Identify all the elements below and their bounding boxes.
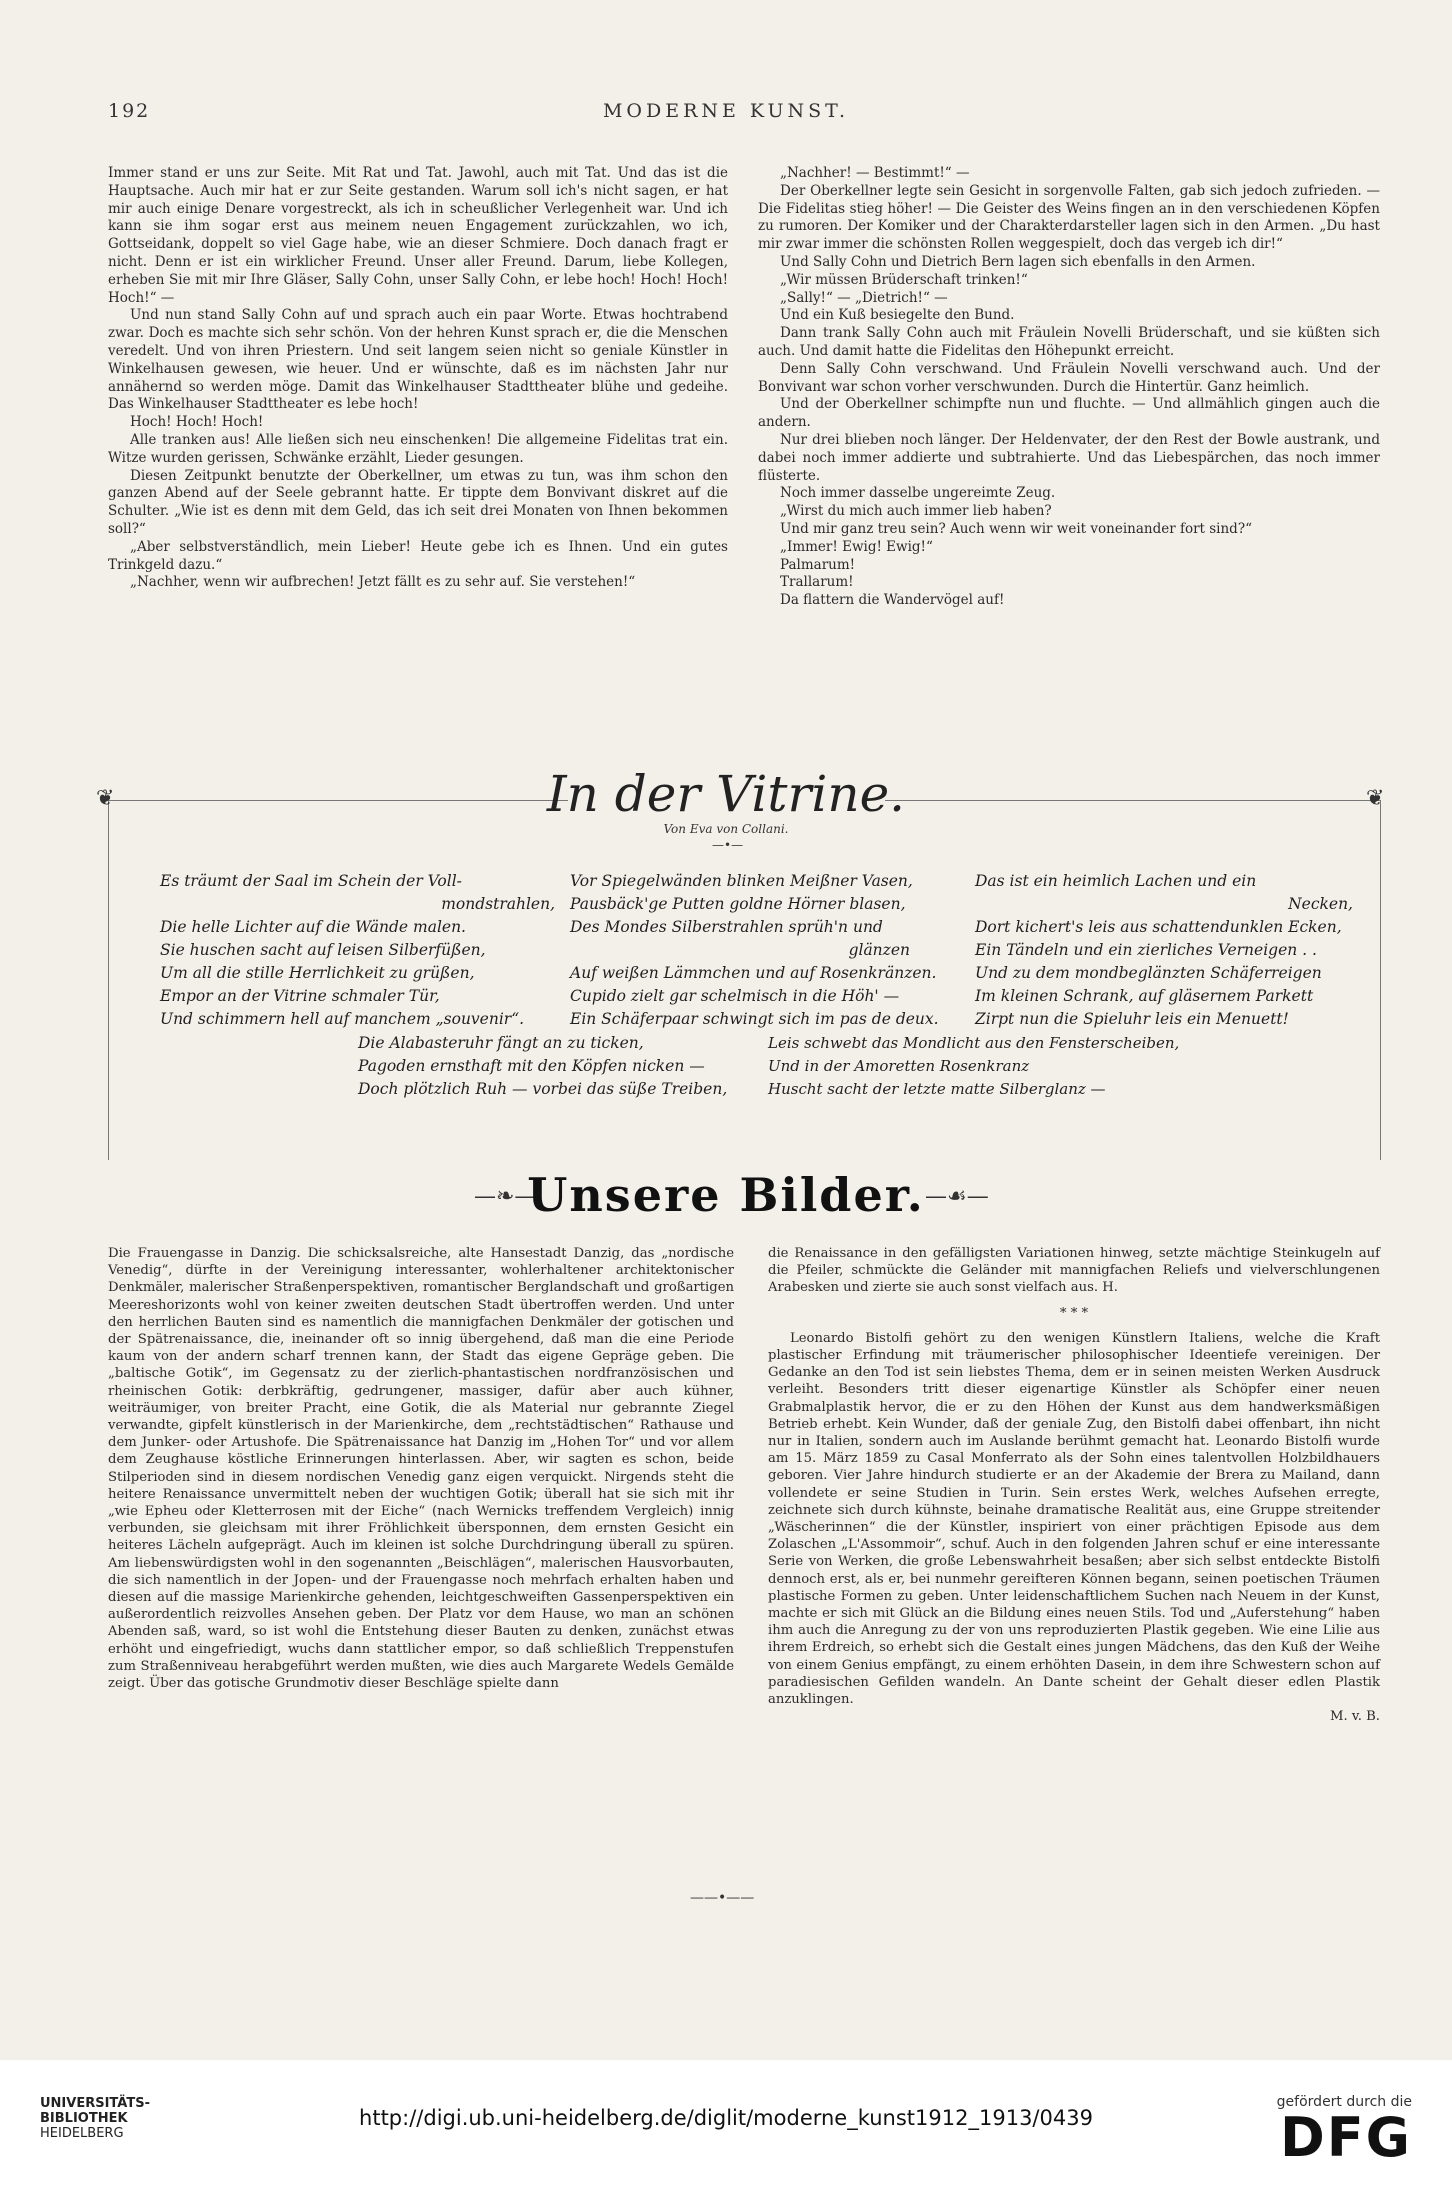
- page-number: 192: [108, 100, 151, 122]
- poem-line: Und schimmern hell auf manchem „souvenir“.: [160, 1010, 525, 1028]
- paragraph: Hoch! Hoch! Hoch!: [130, 414, 264, 431]
- end-ornament: ——•——: [690, 1890, 755, 1906]
- poem-line: Die Alabasteruhr fängt an zu ticken,: [358, 1034, 644, 1052]
- poem-line: glänzen: [848, 941, 910, 959]
- poem-column-1: [160, 870, 555, 1031]
- poem-line: Empor an der Vitrine schmaler Tür,: [160, 987, 440, 1005]
- poem-column-3: [975, 870, 1353, 1031]
- paragraph: Palmarum!: [780, 556, 856, 573]
- poem-line: Das ist ein heimlich Lachen und ein: [975, 872, 1257, 890]
- story-right-column: [758, 165, 1380, 610]
- paragraph: Trallarum!: [780, 574, 854, 591]
- paragraph: Dann trank Sally Cohn auch mit Fräulein Novelli Brüderschaft, und sie küßten sich auch. Und damit hatte die Fidelitas den Höhepunkt erreicht.: [758, 325, 1380, 359]
- logo-text: HEIDELBERG: [40, 2126, 124, 2141]
- dfg-sponsor: [1276, 2094, 1412, 2169]
- poem-line: Zirpt nun die Spieluhr leis ein Menuett!: [975, 1010, 1289, 1028]
- poem-line: Sie huschen sacht auf leisen Silberfüßen,: [160, 941, 486, 959]
- paragraph: „Immer! Ewig! Ewig!“: [780, 538, 933, 555]
- running-title: MODERNE KUNST.: [602, 100, 850, 122]
- paragraph: Alle tranken aus! Alle ließen sich neu einschenken! Die allgemeine Fidelitas trat ein. Witze wurden gerissen, Schwänke erzählt, Lieder gesungen.: [108, 431, 728, 466]
- poem-title: In der Vitrine.: [546, 765, 906, 823]
- poem-line: Und in der Amoretten Rosenkranz: [768, 1057, 1030, 1075]
- poem-line: Es träumt der Saal im Schein der Voll-: [160, 872, 462, 890]
- paragraph: Und mir ganz treu sein? Auch wenn wir weit voneinander fort sind?“: [780, 520, 1252, 537]
- poem-line: Ein Schäferpaar schwingt sich im pas de deux.: [570, 1010, 939, 1028]
- poem-line: mondstrahlen,: [441, 895, 555, 913]
- paragraph: „Sally!“ — „Dietrich!“ —: [780, 289, 948, 306]
- author-initials: M. v. B.: [1329, 1709, 1380, 1725]
- poem-line: Dort kichert's leis aus schattendunklen Ecken,: [975, 918, 1342, 936]
- poem-line: Auf weißen Lämmchen und auf Rosenkränzen.: [570, 964, 937, 982]
- poem-line: Ein Tändeln und ein zierliches Verneigen . .: [975, 941, 1317, 959]
- poem-column-4: [358, 1032, 748, 1101]
- poem-line: Pausbäck'ge Putten goldne Hörner blasen,: [570, 895, 906, 913]
- paragraph: Nur drei blieben noch länger. Der Heldenvater, der den Rest der Bowle austrank, und dabei noch immer addierte und subtrahierte. Und das Liebespärchen, das noch immer flüsterte.: [758, 431, 1380, 484]
- paragraph: Leonardo Bistolfi gehört zu den wenigen Künstlern Italiens, welche die Kraft plastischer Erfindung mit träumerischer philosophischer Ideentiefe vereinigen. Der Gedanke an den Tod ist sein liebstes Thema, dem er in seinen meisten Werken Ausdruck verleiht. Besonders tritt dieser eigenartige Künstler als Schöpfer einer neuen Grabmalplastik hervor, die er zu den Höhen der Kunst aus dem handwerksmäßigen Betrieb erhebt. Kein Wunder, daß der geniale Zug, den Bistolfi dabei offenbart, ihn nicht nur in Italien, sondern auch im Auslande berühmt gemacht hat. Leonardo Bistolfi wurde am 15. März 1859 zu Casal Monferrato als der Sohn eines talentvollen Holzbildhauers geboren. Vier Jahre hindurch studierte er an der Akademie der Brera zu Mailand, dann vollendete er seine Studien in Turin. Sein erstes Werk, welches Aufsehen erregte, zeichnete sich durch kühnste, beinahe dramatische Realität aus, eine Gruppe streitender „Wäscherinnen“ die der Künstler, inspiriert von einer prächtigen Episode aus dem Zolaschen „L'Assommoir“, schuf. Auch in den folgenden Jahren schuf er eine interessante Serie von Werken, die große Lebenswahrheit besaßen; aber sich selbst entdeckte Bistolfi dennoch erst, als er, bei nunmehr gereifteren Können begann, seinen poetischen Träumen plastische Formen zu geben. Unter leidenschaftlichem Suchen nach Neuem in der Kunst, machte er sich mit Glück an die Bildung eines neuen Stils. Tod und „Auferstehung“ haben ihm auch die Anregung zu der von uns reproduzierten Plastik gegeben. Wie eine Lilie aus ihrem Erdreich, so erhebt sich die Gestalt eines jungen Mädchens, das den Kuß der Weihe von einem Genius empfängt, zu einem erhöhten Dasein, in dem ihre Schwestern schon auf paradiesischen Gefilden wandeln. An Dante scheint der Gehalt dieser edlen Plastik anzuklingen.: [768, 1330, 1380, 1708]
- paragraph: „Wir müssen Brüderschaft trinken!“: [780, 271, 1028, 288]
- poem-line: Necken,: [1288, 895, 1353, 913]
- poem-line: Um all die stille Herrlichkeit zu grüßen,: [160, 964, 475, 982]
- section-right-column: [768, 1245, 1380, 1725]
- poem-line: Pagoden ernsthaft mit den Köpfen nicken —: [358, 1057, 705, 1075]
- paragraph: Da flattern die Wandervögel auf!: [780, 592, 1005, 609]
- logo-text: UNIVERSITÄTS-: [40, 2096, 150, 2111]
- poem-line: Doch plötzlich Ruh — vorbei das süße Treiben,: [358, 1080, 728, 1098]
- frame-rule: [1380, 800, 1381, 1160]
- flourish-ornament: —☙—: [925, 1184, 989, 1209]
- paragraph: Diesen Zeitpunkt benutzte der Oberkellner, um etwas zu tun, was ihm schon den ganzen Abend auf der Seele gebrannt hatte. Er tippte dem Bonvivant diskret auf die Schulter. „Wie ist es denn mit dem Geld, das ich seit drei Monaten von Ihnen bekommen soll?“: [108, 467, 728, 537]
- story-left-column: [108, 165, 728, 592]
- paragraph: Denn Sally Cohn verschwand. Und Fräulein Novelli verschwand auch. Und der Bonvivant war schon vorher verschwunden. Durch die Hintertür. Ganz heimlich.: [758, 360, 1380, 395]
- poem-author: Von Eva von Collani.: [663, 822, 789, 836]
- paragraph: Und Sally Cohn und Dietrich Bern lagen sich ebenfalls in den Armen.: [780, 253, 1256, 270]
- frame-rule: [108, 800, 109, 1160]
- divider-ornament: —•—: [712, 838, 744, 852]
- section-title: Unsere Bilder.: [527, 1168, 925, 1222]
- paragraph: die Renaissance in den gefälligsten Variationen hinweg, setzte mächtige Steinkugeln auf die Pfeiler, schmückte die Geländer mit mannigfachen Reliefs und vielverschlungenen Arabesken und zierte sie auch sonst vielfach aus. H.: [768, 1246, 1380, 1296]
- paragraph: „Wirst du mich auch immer lieb haben?: [780, 503, 1052, 520]
- poem-line: Leis schwebt das Mondlicht aus den Fensterscheiben,: [768, 1034, 1180, 1052]
- paragraph: Die Frauengasse in Danzig. Die schicksalsreiche, alte Hansestadt Danzig, das „nordische Venedig“, dürfte in der Vereinigung interessanter, wohlerhaltener architektonischer Denkmäler, malerischer Straßenperspektiven, romantischer Berglandschaft und großartigen Meereshorizonts wohl von keiner zweiten deutschen Stadt übertroffen werden. Und unter den herrlichen Bauten sind es namentlich die mannigfachen Denkmäler der gotischen und der Spätrenaissance, die, ineinander oft so innig übergehend, daß man die eine Periode kaum von der andern scharf trennen kann, der Stadt das eigene Gepräge geben. Die „baltische Gotik“, im Gegensatz zu der zierlich-phantastischen nordfranzösischen und rheinischen Gotik: derbkräftig, gedrungener, massiger, dafür aber auch kühner, weiträumiger, von breiter Pracht, eine Gotik, die als Material nur gebrannte Ziegel verwandte, gipfelt künstlerisch in der Marienkirche, dem „rechtstädtischen“ Rathause und dem Junker- oder Artushofe. Die Spätrenaissance hat Danzig im „Hohen Tor“ und vor allem dem Zeughause köstliche Erinnerungen hinterlassen. Aber, wir sagten es schon, beide Stilperioden sind in diesem nordischen Venedig ganz eigen verquickt. Nirgends steht die heitere Renaissance unvermittelt neben der wuchtigen Gotik; überall hat sie sich mit ihr „wie Epheu oder Kletterrosen mit der Eiche“ (nach Wernicks treffendem Vergleich) innig verbunden, sie gleichsam mit ihrer Fröhlichkeit übersponnen, dem ernsten Gesicht ein heiteres Lächeln aufgeprägt. Auch im kleinen ist solche Durchdringung überall zu spüren. Am liebenswürdigsten wohl in den sogenannten „Beischlägen“, malerischen Hausvorbauten, die sich namentlich in der Jopen- und der Frauengasse noch mehrfach erhalten haben und diesen auf die massige Marienkirche gehenden, leichtgeschweiften Gassenperspektiven ein außerordentlich reizvolles Ansehen geben. Der Platz vor dem Hause, wo man an schönen Abenden saß, ward, so ist wohl die Entstehung dieser Bauten zu denken, zunächst etwas erhöht und eingefriedigt, wuchs dann stattlicher empor, so daß schließlich Treppenstufen zum Straßenniveau herabgeführt werden mußten, wie dies auch Margarete Wedels Gemälde zeigt. Über das gotische Grundmotiv dieser Beschläge spielte dann: [108, 1246, 734, 1692]
- flourish-ornament: —❧—: [474, 1184, 537, 1209]
- section-separator: * * *: [1059, 1305, 1089, 1321]
- poem-line: Die helle Lichter auf die Wände malen.: [160, 918, 466, 936]
- paragraph: „Aber selbstverständlich, mein Lieber! Heute gebe ich es Ihnen. Und ein gutes Trinkgeld dazu.“: [108, 538, 728, 573]
- paragraph: Immer stand er uns zur Seite. Mit Rat und Tat. Jawohl, auch mit Tat. Und das ist die Hauptsache. Auch mir hat er zur Seite gestanden. Warum soll ich's nicht sagen, er hat mir auch einige Denare vorgestreckt, als ich in scheußlicher Verlegenheit war. Und ich kann sie ihm sogar erst aus meinem neuen Engagement zurückzahlen, wo ich, Gottseidank, doppelt so viel Gage habe, wie an dieser Schmiere. Doch danach fragt er nicht. Denn er ist ein wirklicher Freund. Unser aller Freund. Darum, liebe Kollegen, erheben Sie mit mir Ihre Gläser, Sally Cohn, unser Sally Cohn, er lebe hoch! Hoch! Hoch! Hoch!“ —: [108, 165, 728, 306]
- source-url-link[interactable]: http://digi.ub.uni-heidelberg.de/diglit/moderne_kunst1912_1913/0439: [359, 2106, 1093, 2130]
- poem-line: Huscht sacht der letzte matte Silberglanz —: [768, 1080, 1106, 1098]
- poem-column-5: [768, 1032, 1188, 1101]
- poem-line: Im kleinen Schrank, auf gläsernem Parkett: [975, 987, 1314, 1005]
- paragraph: Noch immer dasselbe ungereimte Zeug.: [780, 485, 1056, 502]
- poem-line: Vor Spiegelwänden blinken Meißner Vasen,: [570, 872, 913, 890]
- paragraph: Und der Oberkellner schimpfte nun und fluchte. — Und allmählich gingen auch die andern.: [758, 396, 1380, 431]
- poem-line: Und zu dem mondbeglänzten Schäferreigen: [975, 964, 1322, 982]
- paragraph: Der Oberkellner legte sein Gesicht in sorgenvolle Falten, gab sich jedoch zufrieden. — Die Fidelitas stieg höher! — Die Geister des Weins fingen an in den verschiedenen Köpfen zu rumoren. Der Komiker und der Charakterdarsteller lagen sich in den Armen. „Du hast mir zwar immer die schönsten Rollen weggespielt, doch das vergeb ich dir!“: [758, 182, 1380, 253]
- dfg-logo: DFG: [1279, 2106, 1412, 2169]
- poem-line: Cupido zielt gar schelmisch in die Höh' —: [570, 987, 900, 1005]
- logo-text: BIBLIOTHEK: [40, 2111, 128, 2126]
- poem-column-2: [570, 870, 950, 1031]
- flourish-ornament: ❦: [96, 786, 115, 811]
- paragraph: „Nachher, wenn wir aufbrechen! Jetzt fällt es zu sehr auf. Sie verstehen!“: [130, 574, 636, 591]
- flourish-ornament: ❦: [1366, 786, 1385, 811]
- paragraph: „Nachher! — Bestimmt!“ —: [780, 165, 970, 181]
- poem-line: Des Mondes Silberstrahlen sprüh'n und: [570, 918, 883, 936]
- section-left-column: [108, 1245, 734, 1692]
- paragraph: Und nun stand Sally Cohn auf und sprach auch ein paar Worte. Etwas hochtrabend zwar. Doch es machte sich sehr schön. Von der hehren Kunst sprach er, die die Menschen veredelt. Und von ihren Priestern. Und seit langem seien nicht so geniale Künstler in Winkelhausen gewesen, wie heuer. Und er wünschte, daß es im nächsten Jahr nur annähernd so werden möge. Damit das Winkelhauser Stadttheater blühe und gedeihe. Das Winkelhauser Stadttheater es lebe hoch!: [108, 307, 728, 413]
- paragraph: Und ein Kuß besiegelte den Bund.: [780, 307, 1015, 324]
- sponsor-label: gefördert durch die: [1276, 2094, 1412, 2110]
